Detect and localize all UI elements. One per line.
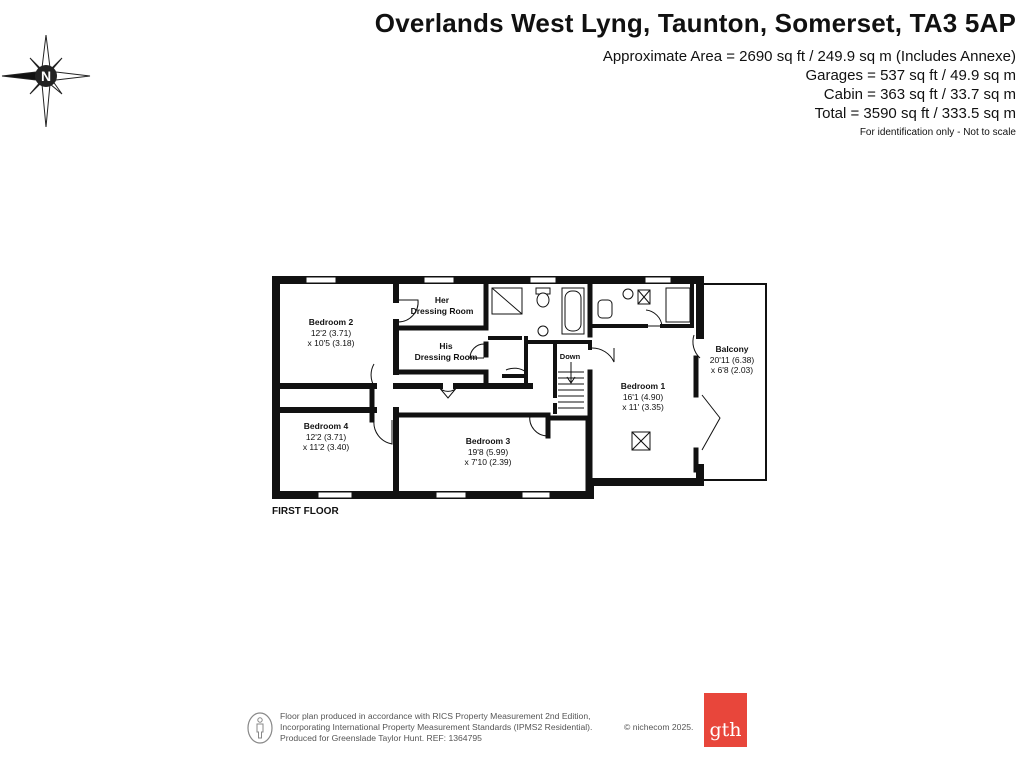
room-dims: x 7'10 (2.39) — [464, 457, 512, 467]
toilet-bowl — [598, 300, 612, 318]
window — [530, 277, 556, 283]
footer-line: Produced for Greenslade Taylor Hunt. REF: 1364795 — [280, 733, 482, 743]
footer-line: Floor plan produced in accordance with RICS Property Measurement 2nd Edition, — [280, 711, 591, 721]
room-name: Dressing Room — [414, 352, 478, 362]
footer-line: Incorporating International Property Measurement Standards (IPMS2 Residential). — [280, 722, 593, 732]
area-line: Total = 3590 sq ft / 333.5 sq m — [814, 105, 1016, 122]
stairs — [558, 362, 584, 408]
window — [522, 492, 550, 498]
door-swing — [374, 420, 392, 444]
toilet-bowl — [537, 293, 549, 307]
room-dims: 16'1 (4.90) — [622, 392, 664, 402]
compass-letter: N — [40, 68, 52, 84]
room-name: Dressing Room — [410, 306, 474, 316]
room-name: Bedroom 4 — [303, 421, 349, 431]
area-line: Approximate Area = 2690 sq ft / 249.9 sq m (Includes Annexe) — [602, 48, 1016, 65]
scale-note: For identification only - Not to scale — [859, 127, 1016, 138]
door-swing — [592, 348, 614, 362]
property-title: Overlands West Lyng, Taunton, Somerset, TA3 5AP — [374, 8, 1016, 38]
window — [306, 277, 336, 283]
window — [318, 492, 352, 498]
room-name: Bedroom 1 — [620, 381, 666, 391]
balcony-rail — [700, 284, 766, 480]
window — [645, 277, 671, 283]
internal-wall — [490, 338, 526, 382]
room-dims: x 6'8 (2.03) — [710, 365, 754, 375]
room-dims: 20'11 (6.38) — [709, 355, 755, 365]
room-dims: 12'2 (3.71) — [310, 328, 352, 338]
basin — [538, 326, 548, 336]
door-swing — [506, 368, 526, 372]
door-swing — [646, 310, 662, 326]
bifold-door — [702, 395, 720, 450]
area-line: Cabin = 363 sq ft / 33.7 sq m — [823, 86, 1016, 103]
room-dims: 12'2 (3.71) — [305, 432, 347, 442]
room-dims: 19'8 (5.99) — [467, 447, 509, 457]
footer-notes — [280, 711, 592, 744]
room-name: His — [439, 341, 453, 351]
room-name: Balcony — [715, 344, 749, 354]
shower-tray — [666, 288, 690, 322]
room-dims: x 11'2 (3.40) — [302, 442, 350, 452]
copyright: © nichecom 2025. — [624, 722, 694, 732]
room-name: Bedroom 3 — [465, 436, 511, 446]
area-line: Garages = 537 sq ft / 49.9 sq m — [805, 67, 1016, 84]
window — [436, 492, 466, 498]
gth-logo: gth — [704, 693, 747, 747]
stairs-label: Down — [559, 352, 581, 361]
room-name: Bedroom 2 — [308, 317, 354, 327]
door-swing — [371, 364, 374, 386]
basin — [623, 289, 633, 299]
window — [424, 277, 454, 283]
door-swing — [530, 415, 548, 436]
person-measure-icon — [246, 711, 274, 745]
floor-label: FIRST FLOOR — [272, 506, 339, 517]
room-dims: x 10'5 (3.18) — [307, 338, 355, 348]
room-name: Her — [434, 295, 450, 305]
room-dims: x 11' (3.35) — [622, 402, 664, 412]
